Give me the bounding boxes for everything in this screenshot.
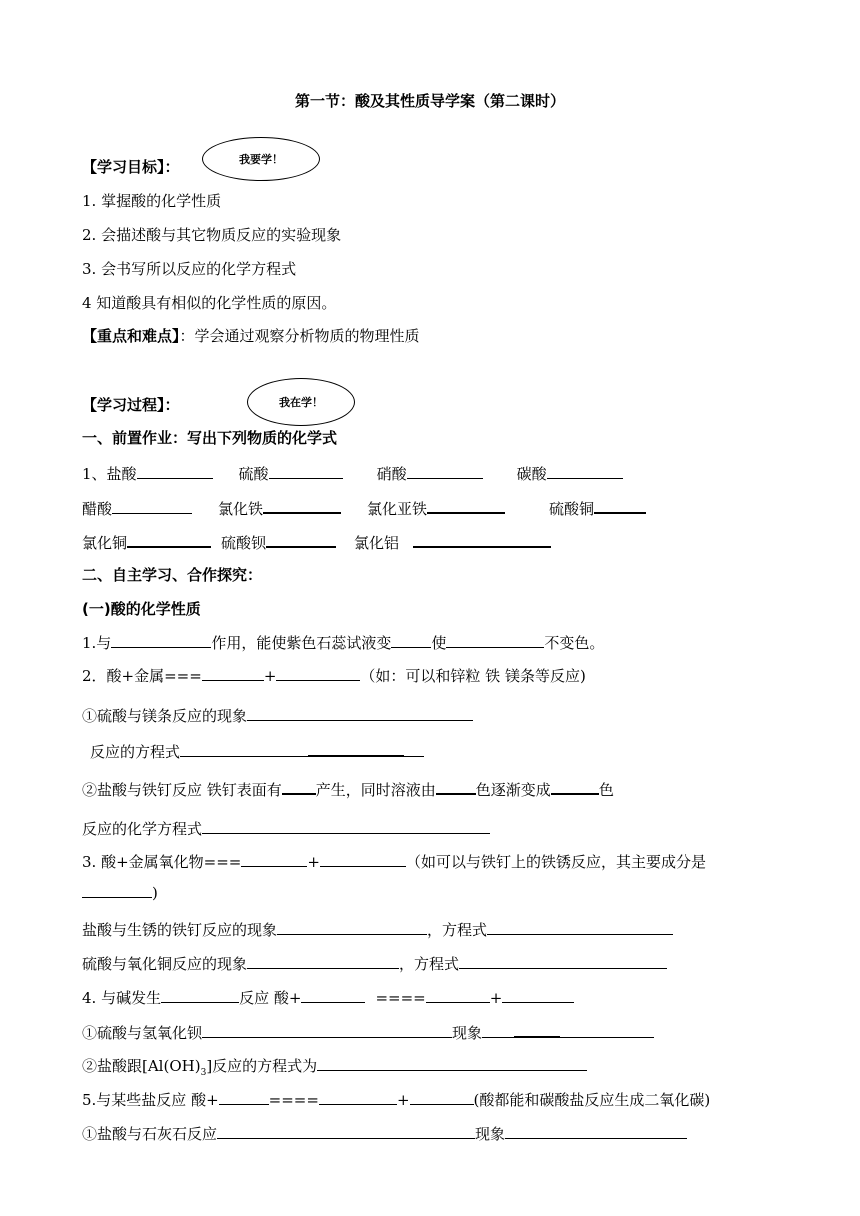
text: 反应的化学方程式 [82, 820, 203, 838]
text: ]反应的方程式为 [206, 1057, 318, 1075]
text: 不变色。 [544, 634, 605, 652]
label-carbonic-acid: 碳酸 [516, 465, 547, 483]
blank-mg-phenomenon[interactable] [247, 705, 473, 721]
objective-item-3: 3. 会书写所以反应的化学方程式 [82, 260, 297, 278]
objective-item-4: 4 知道酸具有相似的化学性质的原因。 [82, 294, 337, 312]
text: 1.与 [82, 634, 112, 652]
blank-gas[interactable] [282, 778, 316, 795]
blank-salt-product-2[interactable] [410, 1089, 474, 1105]
item-aloh3 [82, 1055, 587, 1083]
blank-base-product-1[interactable] [426, 987, 490, 1003]
text: 色 [598, 781, 614, 799]
objectives-heading: 【学习目标】： [82, 158, 180, 176]
text: 反应 酸+ [239, 989, 302, 1007]
text: 5.与某些盐反应 酸+ [82, 1091, 219, 1109]
blank-litmus-color[interactable] [391, 632, 431, 648]
blank-cuo-equation[interactable] [459, 953, 667, 969]
item-acid-salt [82, 1089, 710, 1110]
item-mg-phenomenon [82, 705, 473, 726]
text: （如可以与铁钉上的铁锈反应，其主要成分是 [405, 853, 706, 871]
keypoints-line [82, 326, 420, 346]
blank-cuo-phenomenon[interactable] [247, 953, 399, 969]
blank-rust-component[interactable] [82, 882, 152, 898]
keypoints-heading: 【重点和难点】 [82, 327, 180, 345]
item-cuo-reaction [82, 953, 667, 974]
item-indicator [82, 632, 604, 653]
blank-baoh2-phen-a[interactable] [482, 1022, 514, 1038]
section1-heading: 一、前置作业：写出下列物质的化学式 [82, 429, 338, 447]
blank-baoh2-phen-c[interactable] [560, 1022, 654, 1038]
blank-reaction-type[interactable] [161, 987, 239, 1003]
item-limestone [82, 1123, 687, 1144]
text: 3. 酸+金属氧化物=== [82, 853, 242, 871]
blank-baoh2-equation[interactable] [202, 1022, 452, 1038]
blank-base-product-2[interactable] [502, 987, 574, 1003]
text: ①硫酸与镁条反应的现象 [82, 707, 248, 725]
text: 现象 [475, 1125, 506, 1143]
text: ②盐酸跟[Al(OH) [82, 1057, 201, 1075]
blank-copper-chloride[interactable] [127, 531, 211, 548]
text: 反应的方程式 [90, 743, 181, 761]
label-hydrochloric-acid: 1、盐酸 [82, 465, 137, 483]
text: + [396, 1091, 410, 1109]
blank-acetic-acid[interactable] [112, 498, 192, 514]
blank-unchanged-indicator[interactable] [446, 632, 544, 648]
page-title: 第一节：酸及其性质导学案（第二课时） [294, 92, 565, 110]
text: ，方程式 [399, 955, 460, 973]
blank-hydrochloric-acid[interactable] [137, 463, 213, 479]
blank-indicator[interactable] [111, 632, 211, 648]
formula-row-3 [82, 531, 551, 553]
blank-rust-phenomenon[interactable] [277, 919, 427, 935]
bubble-i-want-to-learn: 我要学！ [202, 137, 320, 181]
section2-heading: 二、自主学习、合作探究： [82, 566, 263, 584]
item-acid-metal-oxide [82, 851, 706, 872]
label-copper-sulfate: 硫酸铜 [549, 500, 595, 518]
text: + [307, 853, 320, 871]
subsection-acid-properties: (一)酸的化学性质 [82, 600, 201, 618]
text: 作用，能使紫色石蕊试液变 [211, 634, 392, 652]
label-ferric-chloride: 氯化铁 [218, 500, 264, 518]
blank-aluminum-chloride[interactable] [413, 531, 551, 548]
text: 2．酸+金属=== [82, 667, 202, 685]
item-fe-equation [82, 818, 490, 839]
blank-oxide-product-2[interactable] [320, 851, 406, 867]
blank-fe-equation[interactable] [202, 818, 490, 834]
blank-limestone-phenomenon[interactable] [505, 1123, 687, 1139]
blank-ferric-chloride[interactable] [263, 497, 341, 514]
blank-base[interactable] [301, 987, 365, 1003]
blank-nitric-acid[interactable] [407, 463, 483, 479]
process-heading: 【学习过程】： [82, 396, 180, 414]
text: 盐酸与生锈的铁钉反应的现象 [82, 921, 278, 939]
label-aluminum-chloride: 氯化铝 [354, 534, 400, 552]
text: 产生，同时溶液由 [315, 781, 436, 799]
blank-product-2[interactable] [276, 665, 360, 681]
subscript: 3 [200, 1068, 207, 1078]
objective-item-1: 1. 掌握酸的化学性质 [82, 192, 222, 210]
blank-ferrous-chloride[interactable] [427, 497, 505, 514]
formula-row-1 [82, 463, 623, 484]
text: ) [152, 884, 158, 902]
blank-salt[interactable] [219, 1089, 269, 1105]
blank-copper-sulfate[interactable] [594, 497, 646, 514]
text: ①盐酸与石灰石反应 [82, 1125, 218, 1143]
blank-aloh3-equation[interactable] [317, 1055, 587, 1071]
item-acid-metal [82, 665, 586, 686]
text: + [489, 989, 503, 1007]
text: 硫酸与氧化铜反应的现象 [82, 955, 248, 973]
blank-carbonic-acid[interactable] [547, 463, 623, 479]
text: 4. 与碱发生 [82, 989, 162, 1007]
text: ==== [268, 1091, 319, 1109]
label-ferrous-chloride: 氯化亚铁 [367, 500, 428, 518]
label-nitric-acid: 硝酸 [376, 465, 407, 483]
item-mg-equation [90, 740, 424, 762]
item-fe-reaction [82, 778, 614, 800]
blank-limestone-equation[interactable] [217, 1123, 475, 1139]
text: 现象 [452, 1024, 483, 1042]
text: 色逐渐变成 [475, 781, 551, 799]
blank-barium-sulfate[interactable] [266, 531, 336, 548]
bubble-i-am-learning: 我在学！ [247, 378, 355, 426]
text: ，方程式 [427, 921, 488, 939]
blank-color-from[interactable] [436, 778, 476, 795]
text: (酸都能和碳酸盐反应生成二氧化碳) [473, 1091, 711, 1109]
blank-mg-equation-a[interactable] [180, 741, 308, 757]
item-acid-base [82, 987, 574, 1008]
item-rust-component [82, 882, 158, 903]
objective-item-2: 2. 会描述酸与其它物质反应的实验现象 [82, 226, 342, 244]
label-copper-chloride: 氯化铜 [82, 534, 128, 552]
blank-mg-equation-c[interactable] [404, 741, 424, 757]
blank-sulfuric-acid[interactable] [269, 463, 343, 479]
formula-row-2 [82, 497, 646, 519]
text: （如：可以和锌粒 铁 镁条等反应) [360, 667, 586, 685]
blank-baoh2-phen-b[interactable] [514, 1021, 560, 1038]
blank-rust-equation[interactable] [487, 919, 673, 935]
blank-salt-product-1[interactable] [319, 1089, 397, 1105]
text: ①硫酸与氢氧化钡 [82, 1024, 203, 1042]
item-rust-reaction [82, 919, 673, 940]
text: ==== [375, 989, 426, 1007]
blank-product-1[interactable] [202, 665, 264, 681]
label-sulfuric-acid: 硫酸 [238, 465, 269, 483]
item-baoh2 [82, 1021, 654, 1043]
label-acetic-acid: 醋酸 [82, 500, 113, 518]
blank-oxide-product-1[interactable] [241, 851, 307, 867]
keypoints-text: ：学会通过观察分析物质的物理性质 [179, 327, 420, 345]
label-barium-sulfate: 硫酸钡 [221, 534, 267, 552]
blank-mg-equation-b[interactable] [308, 740, 404, 757]
text: ②盐酸与铁钉反应 铁钉表面有 [82, 781, 282, 799]
text: 使 [431, 634, 447, 652]
blank-color-to[interactable] [551, 778, 599, 795]
text: + [263, 667, 277, 685]
